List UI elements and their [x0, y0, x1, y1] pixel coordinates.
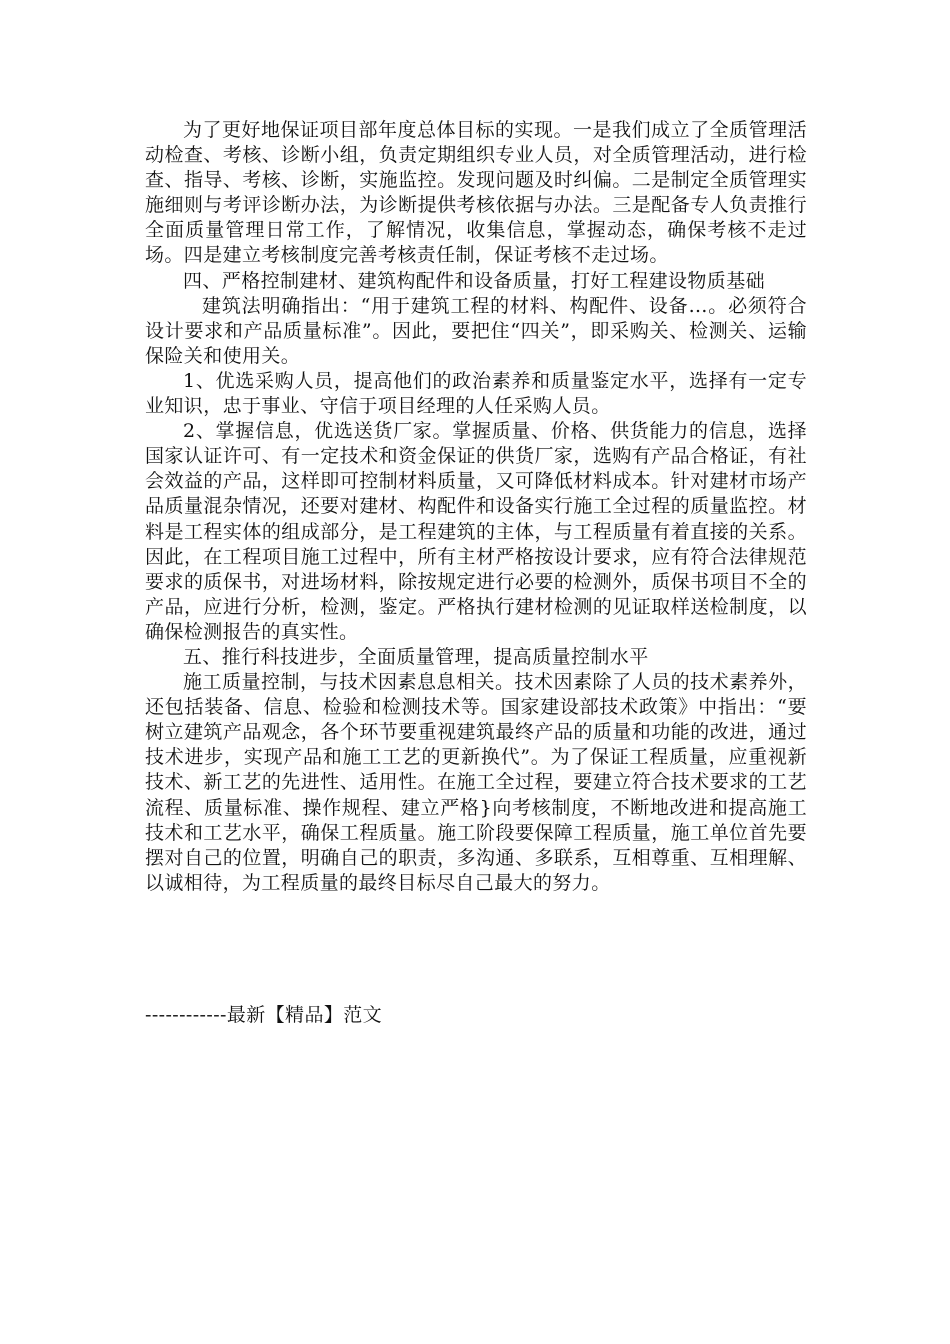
paragraph-management-measures: 为了更好地保证项目部年度总体目标的实现。一是我们成立了全质管理活动检查、考核、诊断小组，负责定期组织专业人员，对全质管理活动，进行检查、指导、考核、诊断，实施监控。发现问题及时纠偏。二是制定全质管理实施细则与考评诊断办法，为诊断提供考核依据与办法。三是配备专人负责推行全面质量管理日常工作，了解情况，收集信息，掌握动态，确保考核不走过场。四是建立考核制度完善考核责任制，保证考核不走过场。: [145, 119, 807, 267]
paragraph-construction-law: 建筑法明确指出：“用于建筑工程的材料、构配件、设备…。必须符合设计要求和产品质量标准”。因此，要把住“四关”，即采购关、检测关、运输保险关和使用关。: [145, 294, 807, 367]
document-body: [145, 118, 807, 896]
document-footer: ------------最新【精品】范文: [145, 1004, 383, 1026]
section-heading-technology-progress: 五、推行科技进步，全面质量管理，提高质量控制水平: [183, 645, 649, 668]
paragraph-supplier-selection: 2、掌握信息，优选送货厂家。掌握质量、价格、供货能力的信息，选择国家认证许可、有一定技术和资金保证的供货厂家，选购有产品合格证，有社会效益的产品，这样即可控制材料质量，又可降低材料成本。针对建材市场产品质量混杂情况，还要对建材、构配件和设备实行施工全过程的质量监控。材料是工程实体的组成部分，是工程建筑的主体，与工程质量有着直接的关系。因此，在工程项目施工过程中，所有主材严格按设计要求，应有符合法律规范要求的质保书，对进场材料，除按规定进行必要的检测外，质保书项目不全的产品，应进行分析，检测，鉴定。严格执行建材检测的见证取样送检制度，以确保检测报告的真实性。: [145, 420, 807, 643]
section-heading-material-quality: 四、严格控制建材、建筑构配件和设备质量，打好工程建设物质基础: [183, 269, 766, 292]
paragraph-purchasing-staff: 1、优选采购人员，提高他们的政治素养和质量鉴定水平，选择有一定专业知识，忠于事业、守信于项目经理的人任采购人员。: [145, 369, 807, 418]
paragraph-quality-control-technology: 施工质量控制，与技术因素息息相关。技术因素除了人员的技术素养外，还包括装备、信息、检验和检测技术等。国家建设部技术政策》中指出：“要树立建筑产品观念，各个环节要重视建筑最终产品的质量和功能的改进，通过技术进步，实现产品和施工工艺的更新换代”。为了保证工程质量，应重视新技术、新工艺的先进性、适用性。在施工全过程，要建立符合技术要求的工艺流程、质量标准、操作规程、建立严格}向考核制度，不断地改进和提高施工技术和工艺水平，确保工程质量。施工阶段要保障工程质量，施工单位首先要摆对自己的位置，明确自己的职责，多沟通、多联系，互相尊重、互相理解、以诚相待，为工程质量的最终目标尽自己最大的努力。: [145, 671, 807, 894]
